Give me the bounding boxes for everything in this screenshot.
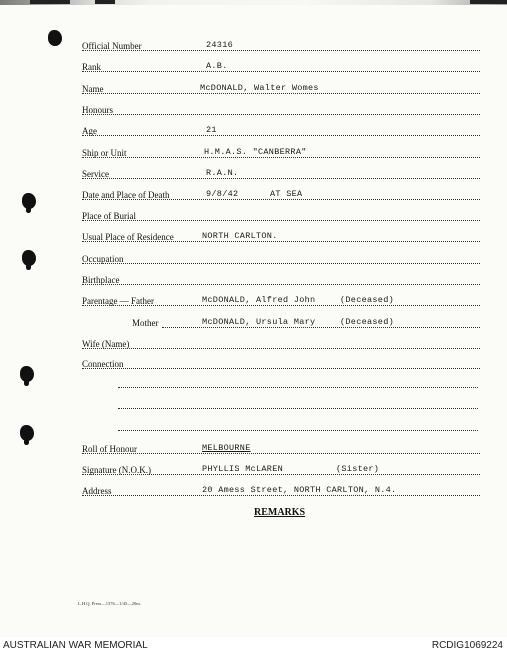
field-value: MELBOURNE: [202, 443, 251, 453]
field-label: Date and Place of Death: [82, 190, 170, 200]
scan-mark: [95, 0, 115, 4]
field-value: McDONALD, Walter Womes: [200, 83, 319, 93]
dotted-line: [82, 93, 480, 94]
field-value: H.M.A.S. "CANBERRA": [204, 147, 307, 157]
field-label: Honours: [82, 105, 113, 115]
field-label: Address: [82, 486, 112, 496]
field-label: Name: [82, 84, 104, 94]
punch-hole-icon: [22, 250, 36, 266]
field-label: Birthplace: [82, 275, 120, 285]
field-value: NORTH CARLTON.: [202, 231, 278, 241]
field-label: Rank: [82, 62, 101, 72]
footer-institution: AUSTRALIAN WAR MEMORIAL: [3, 640, 148, 651]
dotted-line: [82, 135, 480, 136]
dotted-line: [82, 241, 480, 242]
field-value: A.B.: [206, 61, 228, 71]
dotted-line: [82, 368, 480, 369]
dotted-line: [82, 305, 480, 306]
field-label: Age: [82, 126, 97, 136]
field-label: Usual Place of Residence: [82, 232, 174, 242]
punch-hole-icon: [20, 366, 34, 382]
field-value: PHYLLIS McLAREN: [202, 464, 284, 474]
punch-hole-icon: [22, 193, 36, 209]
field-label: Mother: [132, 318, 159, 328]
field-label: Official Number: [82, 41, 142, 51]
field-value: 20 Amess Street, NORTH CARLTON, N.4.: [202, 485, 397, 495]
dotted-line: [82, 495, 480, 496]
field-label: Signature (N.O.K.): [82, 465, 151, 475]
field-label: Service: [82, 169, 109, 179]
dotted-line: [82, 348, 480, 349]
field-label: Parentage — Father: [82, 296, 154, 306]
dotted-line: [82, 284, 480, 285]
field-value-secondary: AT SEA: [270, 189, 303, 199]
punch-hole-icon: [20, 425, 34, 441]
field-label: Place of Burial: [82, 211, 136, 221]
field-label: Ship or Unit: [82, 148, 127, 158]
field-value: McDONALD, Alfred John: [202, 295, 316, 305]
field-value-secondary: (Sister): [336, 464, 380, 474]
footer-record-id: RCDIG1069224: [431, 640, 503, 651]
field-label: Wife (Name): [82, 339, 130, 349]
field-value: 21: [206, 125, 217, 135]
scan-mark: [30, 0, 70, 4]
field-value: R.A.N.: [206, 168, 239, 178]
dotted-line: [82, 157, 480, 158]
dotted-line: [82, 178, 480, 179]
field-value-secondary: (Deceased): [340, 295, 395, 305]
scan-top-edge: [0, 0, 507, 5]
punch-hole-icon: [48, 30, 62, 46]
remarks-heading: REMARKS: [254, 507, 306, 518]
field-value: 24316: [206, 40, 234, 50]
connection-blank-line: [118, 387, 478, 388]
dotted-line: [82, 474, 480, 475]
scan-mark: [470, 0, 507, 4]
field-label: Connection: [82, 359, 124, 369]
dotted-line: [82, 50, 480, 51]
dotted-line: [162, 327, 480, 328]
dotted-line: [82, 263, 480, 264]
dotted-line: [82, 220, 480, 221]
dotted-line: [82, 71, 480, 72]
dotted-line: [82, 199, 480, 200]
field-value-secondary: (Deceased): [340, 317, 395, 327]
print-reference: L.H.Q. Press—1376—1/45—20m.: [78, 601, 141, 606]
dotted-line: [82, 453, 480, 454]
field-value: 9/8/42: [206, 189, 239, 199]
field-label: Occupation: [82, 254, 124, 264]
field-label: Roll of Honour: [82, 444, 137, 454]
connection-blank-line: [118, 408, 478, 409]
connection-blank-line: [118, 430, 478, 431]
field-value: McDONALD, Ursula Mary: [202, 317, 316, 327]
dotted-line: [82, 114, 480, 115]
archive-footer: [0, 637, 507, 654]
